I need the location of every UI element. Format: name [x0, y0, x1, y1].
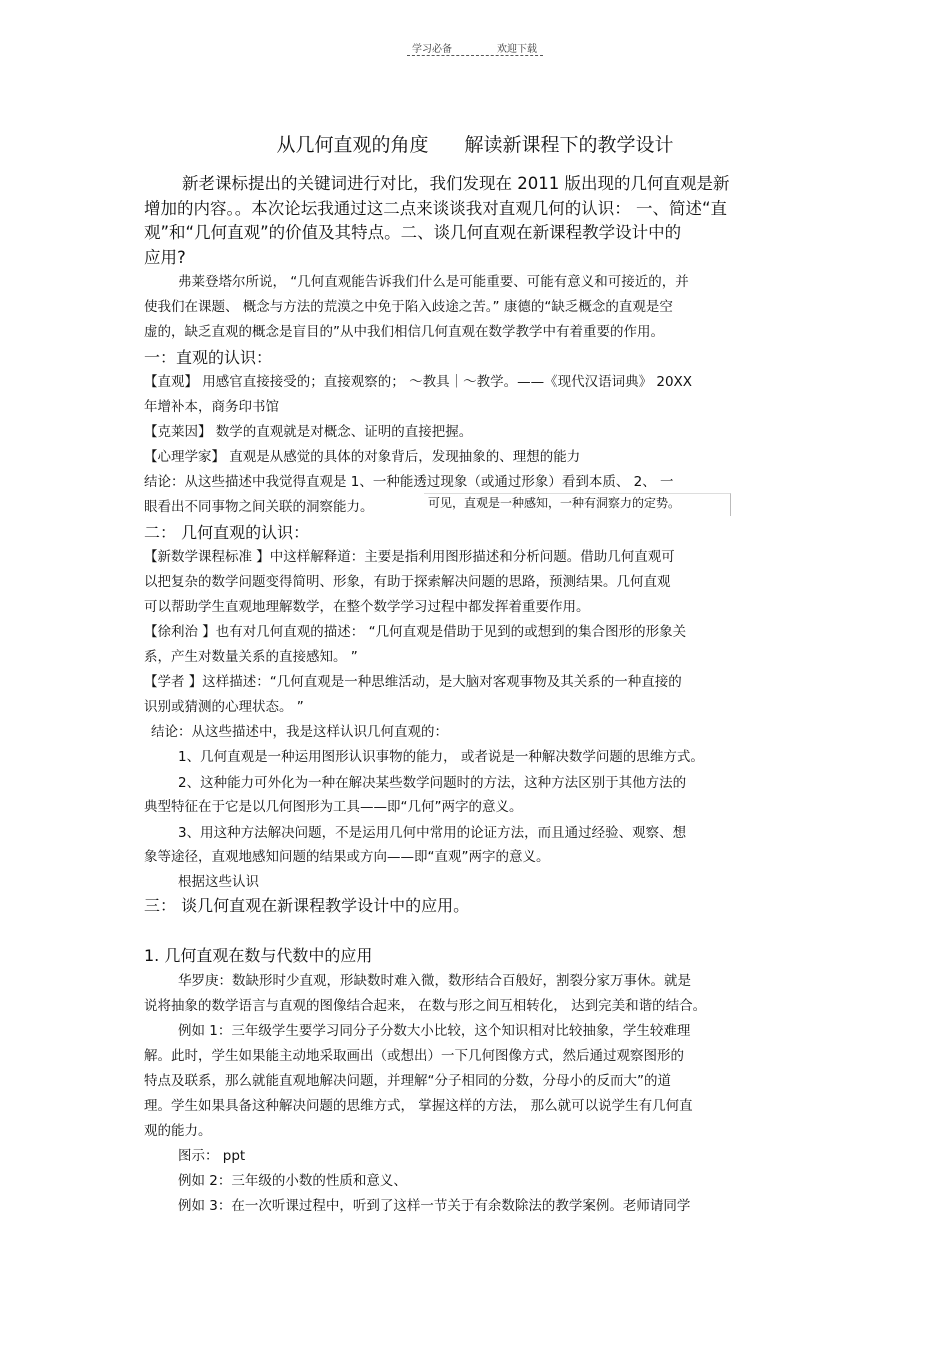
header-divider [407, 55, 543, 56]
text-line: 系，产生对数量关系的直接感知。 ” [144, 649, 358, 665]
header-right: 欢迎下载 [497, 44, 537, 55]
text-line: 华罗庚：数缺形时少直观，形缺数时难入微，数形结合百般好，割裂分家万事休。就是 [178, 973, 691, 989]
text-line: 年增补本，商务印书馆 [144, 399, 279, 415]
text-line: 【新数学课程标准 】中这样解释道：主要是指利用图形描述和分析问题。借助几何直观可 [144, 549, 675, 565]
text-line: 根据这些认识 [178, 874, 259, 890]
text-line: 三： 谈几何直观在新课程教学设计中的应用。 [144, 896, 470, 915]
text-line: 以把复杂的数学问题变得简明、形象，有助于探索解决问题的思路，预测结果。几何直观 [144, 574, 671, 590]
text-line: 2、这种能力可外化为一种在解决某些数学问题时的方法，这种方法区别于其他方法的 [178, 775, 687, 791]
text-line: 特点及联系，那么就能直观地解决问题，并理解“分子相同的分数，分母小的反而大”的道 [144, 1073, 671, 1089]
text-line: 象等途径，直观地感知问题的结果或方向——即“直观”两字的意义。 [144, 849, 550, 865]
text-line: 说将抽象的数学语言与直观的图像结合起来， 在数与形之间互相转化， 达到完美和谐的结合。 [144, 998, 707, 1014]
document-title [0, 130, 950, 157]
text-line: 应用? [144, 248, 186, 267]
title-part-1: 从几何直观的角度 [276, 134, 429, 156]
text-line: 【徐利治 】也有对几何直观的描述： “几何直观是借助于见到的或想到的集合图形的形象关 [144, 624, 687, 640]
text-line: 图示： ppt [178, 1148, 246, 1164]
text-line: 【克莱因】 数学的直观就是对概念、证明的直接把握。 [144, 424, 473, 440]
text-line: 眼看出不同事物之间关联的洞察能力。 [144, 499, 374, 515]
text-line: 典型特征在于它是以几何图形为工具——即“几何”两字的意义。 [144, 799, 523, 815]
text-line: 观的能力。 [144, 1123, 212, 1139]
text-line: 【学者 】这样描述：“几何直观是一种思维活动，是大脑对客观事物及其关系的一种直接的 [144, 674, 682, 690]
title-part-2: 解读新课程下的教学设计 [464, 134, 674, 156]
text-line: 1. 几何直观在数与代数中的应用 [144, 946, 373, 965]
text-line: 一：直观的认识： [144, 348, 273, 367]
header-left: 学习必备 [412, 44, 452, 55]
text-line: 新老课标提出的关键词进行对比，我们发现在 2011 版出现的几何直观是新 [182, 174, 730, 193]
text-line: 解。此时，学生如果能主动地采取画出（或想出）一下几何图像方式，然后通过观察图形的 [144, 1048, 684, 1064]
text-line: 例如 1：三年级学生要学习同分子分数大小比较，这个知识相对比较抽象，学生较难理 [178, 1023, 691, 1039]
text-line: 3、用这种方法解决问题，不是运用几何中常用的论证方法，而且通过经验、观察、想 [178, 825, 687, 841]
text-line: 可以帮助学生直观地理解数学，在整个数学学习过程中都发挥着重要作用。 [144, 599, 590, 615]
text-line: 识别或猜测的心理状态。 ” [144, 699, 304, 715]
text-line: 结论：从这些描述中我觉得直观是 1、一种能透过现象（或通过形象）看到本质、 2、 一 [144, 474, 674, 490]
text-line: 例如 2：三年级的小数的性质和意义、 [178, 1173, 407, 1189]
text-line: 【心理学家】 直观是从感觉的具体的对象背后，发现抽象的、理想的能力 [144, 449, 581, 465]
text-line: 增加的内容。。本次论坛我通过这二点来谈谈我对直观几何的认识： 一、简述“直 [144, 199, 728, 218]
text-line: 二： 几何直观的认识： [144, 523, 310, 542]
text-line: 结论：从这些描述中，我是这样认识几何直观的： [151, 724, 448, 740]
text-line: 虚的，缺乏直观的概念是盲目的”从中我们相信几何直观在数学教学中有着重要的作用。 [144, 324, 664, 340]
boxed-note: 可见，直观是一种感知，一种有洞察力的定势。 [428, 496, 681, 510]
text-line: 【直观】 用感官直接接受的；直接观察的； ～教具｜～教学。——《现代汉语词典》 20XX [144, 374, 693, 390]
text-line: 使我们在课题、 概念与方法的荒漠之中免于陷入歧途之苦。” 康德的“缺乏概念的直观是空 [144, 299, 673, 315]
text-line: 理。学生如果具备这种解决问题的思维方式， 掌握这样的方法， 那么就可以说学生有几何直 [144, 1098, 693, 1114]
text-line: 1、几何直观是一种运用图形认识事物的能力， 或者说是一种解决数学问题的思维方式。 [178, 749, 704, 765]
text-line: 观”和“几何直观”的价值及其特点。二、谈几何直观在新课程教学设计中的 [144, 223, 682, 242]
text-line: 弗莱登塔尔所说， “几何直观能告诉我们什么是可能重要、可能有意义和可接近的，并 [178, 274, 689, 290]
text-line: 例如 3：在一次听课过程中，听到了这样一节关于有余数除法的教学案例。老师请同学 [178, 1198, 691, 1214]
